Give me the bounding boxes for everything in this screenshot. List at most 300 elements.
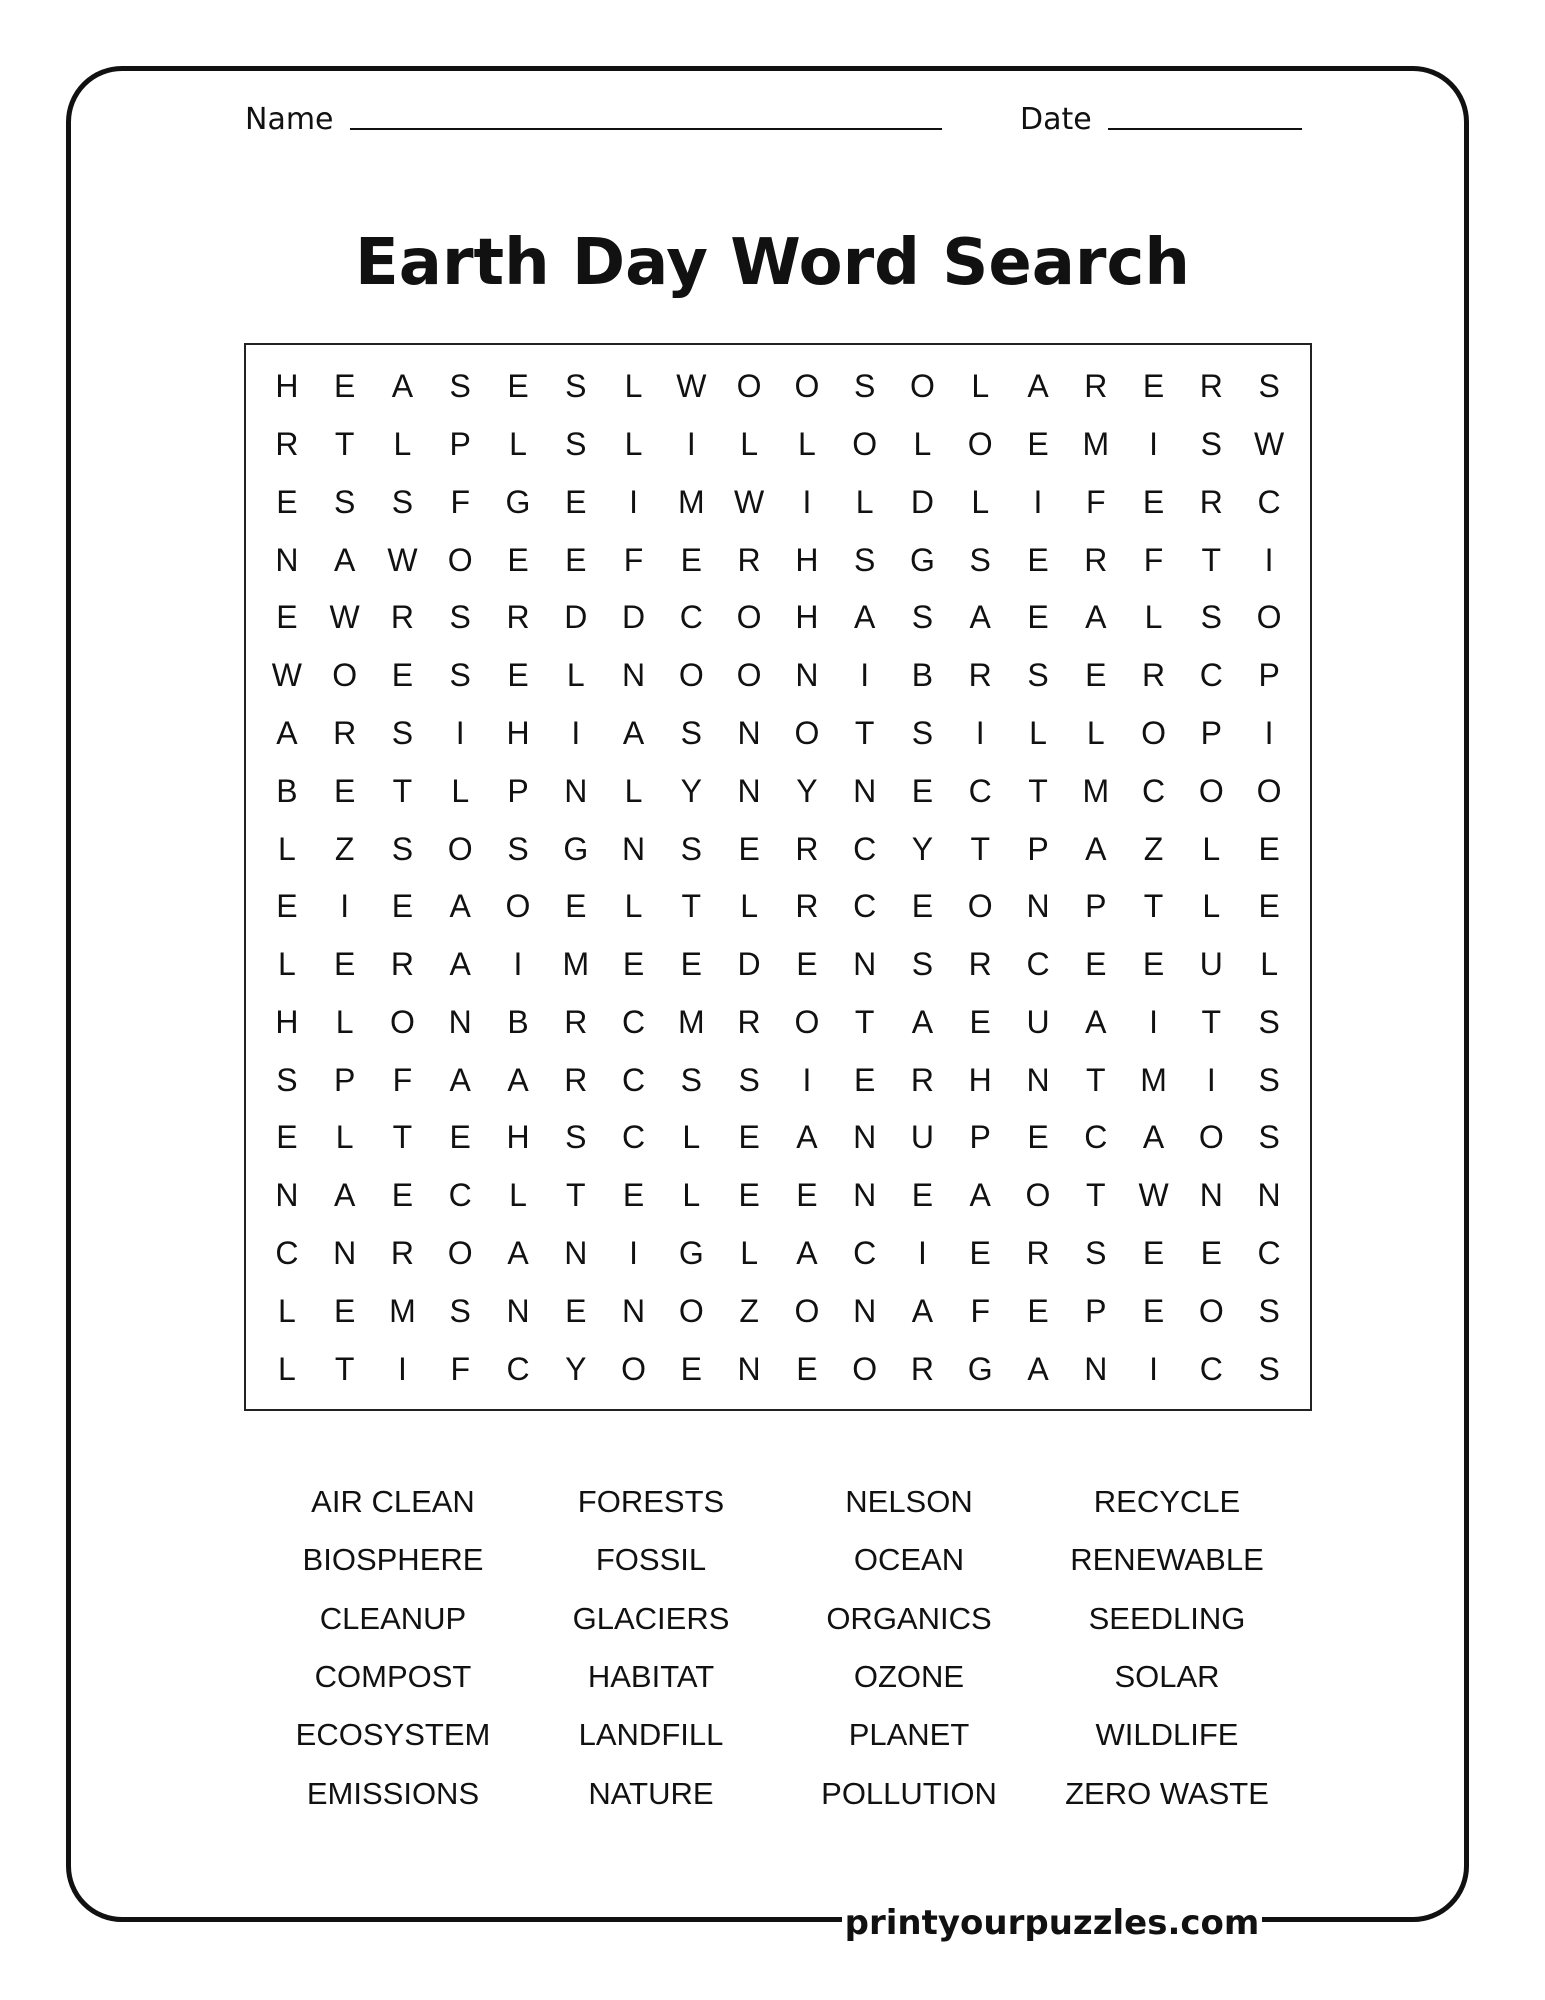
grid-letter[interactable]: O	[794, 368, 820, 405]
grid-letter[interactable]: L	[277, 946, 296, 983]
grid-letter[interactable]: R	[1084, 368, 1108, 405]
grid-letter[interactable]: I	[513, 946, 523, 983]
grid-letter[interactable]: C	[1026, 946, 1050, 983]
grid-letter[interactable]: O	[852, 1350, 878, 1387]
grid-letter[interactable]: O	[505, 888, 531, 925]
grid-letter[interactable]: E	[333, 946, 356, 983]
grid-letter[interactable]: A	[969, 599, 991, 636]
grid-letter[interactable]: I	[1264, 715, 1274, 752]
grid-letter[interactable]: L	[682, 1177, 701, 1214]
grid-letter[interactable]: I	[1206, 1061, 1216, 1098]
grid-letter[interactable]: L	[913, 426, 932, 463]
grid-letter[interactable]: R	[333, 715, 357, 752]
grid-letter[interactable]: O	[447, 830, 473, 867]
grid-letter[interactable]: E	[565, 888, 587, 925]
grid-letter[interactable]: C	[1199, 1350, 1223, 1387]
grid-letter[interactable]: E	[565, 541, 587, 578]
grid-letter[interactable]: D	[737, 946, 761, 983]
grid-letter[interactable]: N	[737, 1350, 761, 1387]
grid-letter[interactable]: O	[794, 715, 820, 752]
grid-letter[interactable]: T	[392, 1119, 413, 1156]
date-field-line[interactable]	[1108, 128, 1302, 130]
grid-letter[interactable]: P	[1027, 830, 1049, 867]
grid-letter[interactable]: A	[853, 599, 876, 636]
grid-letter[interactable]: T	[392, 772, 413, 809]
grid-letter[interactable]: S	[853, 368, 876, 405]
grid-letter[interactable]: R	[795, 888, 819, 925]
grid-letter[interactable]: I	[455, 715, 465, 752]
grid-letter[interactable]: T	[1201, 1003, 1222, 1040]
grid-letter[interactable]: E	[1027, 1119, 1049, 1156]
name-field-line[interactable]	[350, 128, 942, 130]
grid-letter[interactable]: O	[1256, 599, 1282, 636]
grid-letter[interactable]: S	[565, 368, 587, 405]
grid-letter[interactable]: R	[564, 1003, 588, 1040]
grid-letter[interactable]: I	[397, 1350, 407, 1387]
grid-letter[interactable]: E	[738, 1177, 760, 1214]
grid-letter[interactable]: N	[1026, 888, 1050, 925]
grid-letter[interactable]: R	[275, 426, 299, 463]
grid-letter[interactable]: O	[447, 1235, 473, 1272]
grid-letter[interactable]: S	[738, 1061, 760, 1098]
grid-letter[interactable]: E	[565, 483, 587, 520]
grid-letter[interactable]: E	[507, 657, 529, 694]
grid-letter[interactable]: W	[329, 599, 360, 636]
grid-letter[interactable]: E	[969, 1235, 991, 1272]
grid-letter[interactable]: D	[621, 599, 646, 636]
grid-letter[interactable]: M	[389, 1292, 416, 1329]
grid-letter[interactable]: E	[1085, 946, 1107, 983]
grid-letter[interactable]: N	[275, 1177, 299, 1214]
grid-letter[interactable]: S	[1258, 1350, 1280, 1387]
grid-letter[interactable]: I	[802, 1061, 812, 1098]
grid-letter[interactable]: C	[621, 1003, 646, 1040]
grid-letter[interactable]: S	[391, 715, 414, 752]
grid-letter[interactable]: S	[449, 368, 471, 405]
grid-letter[interactable]: E	[391, 1177, 414, 1214]
grid-letter[interactable]: N	[853, 1292, 877, 1329]
grid-letter[interactable]: R	[506, 599, 530, 636]
grid-letter[interactable]: A	[622, 715, 645, 752]
grid-letter[interactable]: E	[1027, 1292, 1049, 1329]
grid-letter[interactable]: S	[1085, 1235, 1107, 1272]
grid-letter[interactable]: O	[389, 1003, 415, 1040]
grid-letter[interactable]: E	[969, 1003, 991, 1040]
grid-letter[interactable]: S	[969, 541, 991, 578]
grid-letter[interactable]: I	[1033, 483, 1043, 520]
grid-letter[interactable]: A	[911, 1003, 934, 1040]
grid-letter[interactable]: O	[736, 599, 762, 636]
grid-letter[interactable]: N	[1199, 1177, 1223, 1214]
grid-letter[interactable]: S	[1027, 657, 1049, 694]
grid-letter[interactable]: L	[971, 368, 990, 405]
grid-letter[interactable]: E	[1142, 483, 1165, 520]
grid-letter[interactable]: A	[1142, 1119, 1165, 1156]
grid-letter[interactable]: A	[796, 1119, 818, 1156]
grid-letter[interactable]: T	[1085, 1061, 1106, 1098]
grid-letter[interactable]: S	[1258, 1061, 1280, 1098]
grid-letter[interactable]: A	[1085, 1003, 1107, 1040]
grid-letter[interactable]: E	[276, 888, 298, 925]
grid-letter[interactable]: E	[680, 1350, 702, 1387]
grid-letter[interactable]: C	[1199, 657, 1223, 694]
grid-letter[interactable]: P	[1085, 1292, 1107, 1329]
grid-letter[interactable]: L	[1202, 888, 1221, 925]
grid-letter[interactable]: H	[506, 715, 530, 752]
grid-letter[interactable]: W	[676, 368, 707, 405]
grid-letter[interactable]: E	[738, 1119, 760, 1156]
grid-letter[interactable]: F	[392, 1061, 413, 1098]
grid-letter[interactable]: T	[565, 1177, 586, 1214]
grid-letter[interactable]: L	[624, 888, 643, 925]
grid-letter[interactable]: E	[565, 1292, 587, 1329]
grid-letter[interactable]: N	[621, 830, 646, 867]
grid-letter[interactable]: G	[967, 1350, 993, 1387]
grid-letter[interactable]: L	[566, 657, 585, 694]
grid-letter[interactable]: E	[911, 888, 934, 925]
grid-letter[interactable]: E	[1085, 657, 1107, 694]
grid-letter[interactable]: A	[449, 1061, 471, 1098]
grid-letter[interactable]: R	[564, 1061, 588, 1098]
grid-letter[interactable]: S	[276, 1061, 298, 1098]
grid-letter[interactable]: U	[1199, 946, 1223, 983]
grid-letter[interactable]: N	[853, 1177, 877, 1214]
grid-letter[interactable]: I	[340, 888, 350, 925]
grid-letter[interactable]: C	[275, 1235, 299, 1272]
grid-letter[interactable]: E	[1027, 426, 1049, 463]
grid-letter[interactable]: S	[1258, 368, 1280, 405]
grid-letter[interactable]: A	[391, 368, 414, 405]
grid-letter[interactable]: L	[624, 426, 643, 463]
grid-letter[interactable]: L	[335, 1003, 354, 1040]
grid-letter[interactable]: S	[1258, 1119, 1280, 1156]
grid-letter[interactable]: E	[391, 888, 414, 925]
grid-letter[interactable]: R	[968, 657, 992, 694]
grid-letter[interactable]: Y	[565, 1350, 587, 1387]
grid-letter[interactable]: A	[333, 1177, 356, 1214]
grid-letter[interactable]: T	[854, 1003, 875, 1040]
grid-letter[interactable]: N	[564, 1235, 588, 1272]
grid-letter[interactable]: C	[1257, 1235, 1281, 1272]
grid-letter[interactable]: N	[275, 541, 299, 578]
grid-letter[interactable]: O	[967, 426, 993, 463]
grid-letter[interactable]: E	[622, 946, 645, 983]
grid-letter[interactable]: G	[909, 541, 935, 578]
grid-letter[interactable]: M	[678, 1003, 705, 1040]
grid-letter[interactable]: O	[794, 1292, 820, 1329]
grid-letter[interactable]: S	[911, 599, 934, 636]
grid-letter[interactable]: S	[1258, 1292, 1280, 1329]
grid-letter[interactable]: O	[1025, 1177, 1051, 1214]
grid-letter[interactable]: L	[1029, 715, 1047, 752]
grid-letter[interactable]: E	[796, 1177, 818, 1214]
grid-letter[interactable]: A	[449, 946, 471, 983]
grid-letter[interactable]: S	[507, 830, 529, 867]
grid-letter[interactable]: P	[1200, 715, 1222, 752]
grid-letter[interactable]: L	[740, 426, 758, 463]
grid-letter[interactable]: E	[1142, 1292, 1165, 1329]
grid-letter[interactable]: U	[1026, 1003, 1050, 1040]
grid-letter[interactable]: S	[680, 1061, 702, 1098]
grid-letter[interactable]: H	[275, 1003, 299, 1040]
grid-letter[interactable]: E	[276, 1119, 298, 1156]
grid-letter[interactable]: P	[1085, 888, 1107, 925]
grid-letter[interactable]: C	[1257, 483, 1281, 520]
grid-letter[interactable]: T	[334, 426, 355, 463]
grid-letter[interactable]: E	[911, 772, 934, 809]
grid-letter[interactable]: E	[507, 541, 529, 578]
grid-letter[interactable]: F	[450, 483, 470, 520]
grid-letter[interactable]: L	[971, 483, 990, 520]
grid-letter[interactable]: W	[271, 657, 302, 694]
grid-letter[interactable]: I	[629, 483, 638, 520]
grid-letter[interactable]: P	[333, 1061, 356, 1098]
grid-letter[interactable]: L	[509, 426, 527, 463]
grid-letter[interactable]: S	[565, 426, 587, 463]
grid-letter[interactable]: L	[277, 830, 296, 867]
grid-letter[interactable]: G	[505, 483, 531, 520]
grid-letter[interactable]: E	[622, 1177, 645, 1214]
grid-letter[interactable]: F	[623, 541, 644, 578]
grid-letter[interactable]: E	[333, 368, 356, 405]
grid-letter[interactable]: Z	[1143, 830, 1164, 867]
grid-letter[interactable]: E	[738, 830, 760, 867]
grid-letter[interactable]: O	[967, 888, 993, 925]
grid-letter[interactable]: B	[911, 657, 934, 694]
grid-letter[interactable]: U	[910, 1119, 934, 1156]
grid-letter[interactable]: P	[507, 772, 529, 809]
grid-letter[interactable]: E	[853, 1061, 876, 1098]
grid-letter[interactable]: N	[621, 1292, 646, 1329]
grid-letter[interactable]: A	[449, 888, 471, 925]
grid-letter[interactable]: S	[391, 830, 414, 867]
grid-letter[interactable]: A	[1085, 830, 1107, 867]
grid-letter[interactable]: O	[332, 657, 358, 694]
grid-letter[interactable]: T	[1085, 1177, 1106, 1214]
grid-letter[interactable]: Y	[796, 772, 818, 809]
grid-letter[interactable]: D	[910, 483, 934, 520]
grid-letter[interactable]: M	[1082, 772, 1110, 809]
grid-letter[interactable]: R	[390, 946, 414, 983]
grid-letter[interactable]: O	[909, 368, 935, 405]
grid-letter[interactable]: E	[449, 1119, 471, 1156]
grid-letter[interactable]: E	[911, 1177, 934, 1214]
grid-letter[interactable]: S	[391, 483, 414, 520]
grid-letter[interactable]: Z	[739, 1292, 759, 1329]
grid-letter[interactable]: O	[1198, 772, 1224, 809]
grid-letter[interactable]: S	[565, 1119, 587, 1156]
grid-letter[interactable]: R	[795, 830, 819, 867]
grid-letter[interactable]: Z	[334, 830, 355, 867]
grid-letter[interactable]: H	[275, 368, 299, 405]
grid-letter[interactable]: B	[276, 772, 298, 809]
grid-letter[interactable]: C	[621, 1061, 646, 1098]
grid-letter[interactable]: O	[1256, 772, 1282, 809]
grid-letter[interactable]: S	[449, 1292, 471, 1329]
grid-letter[interactable]: L	[393, 426, 412, 463]
grid-letter[interactable]: N	[448, 1003, 472, 1040]
grid-letter[interactable]: N	[737, 715, 761, 752]
grid-letter[interactable]: O	[1141, 715, 1166, 752]
grid-letter[interactable]: L	[740, 888, 758, 925]
grid-letter[interactable]: O	[736, 657, 762, 694]
grid-letter[interactable]: A	[276, 715, 298, 752]
grid-letter[interactable]: C	[621, 1119, 646, 1156]
grid-letter[interactable]: W	[734, 483, 765, 520]
grid-letter[interactable]: A	[333, 541, 356, 578]
grid-letter[interactable]: T	[1201, 541, 1222, 578]
grid-letter[interactable]: L	[277, 1350, 296, 1387]
grid-letter[interactable]: E	[507, 368, 529, 405]
grid-letter[interactable]: T	[334, 1350, 355, 1387]
grid-letter[interactable]: I	[917, 1235, 927, 1272]
grid-letter[interactable]: L	[509, 1177, 527, 1214]
grid-letter[interactable]: C	[968, 772, 992, 809]
grid-letter[interactable]: O	[1198, 1292, 1224, 1329]
grid-letter[interactable]: T	[681, 888, 702, 925]
grid-letter[interactable]: E	[796, 946, 818, 983]
grid-letter[interactable]: N	[333, 1235, 357, 1272]
grid-letter[interactable]: M	[1082, 426, 1110, 463]
grid-letter[interactable]: A	[911, 1292, 934, 1329]
grid-letter[interactable]: N	[1026, 1061, 1050, 1098]
grid-letter[interactable]: E	[1258, 888, 1280, 925]
grid-letter[interactable]: L	[1260, 946, 1278, 983]
grid-letter[interactable]: R	[737, 1003, 761, 1040]
grid-letter[interactable]: Y	[911, 830, 934, 867]
grid-letter[interactable]: A	[969, 1177, 991, 1214]
grid-letter[interactable]: C	[1141, 772, 1166, 809]
grid-letter[interactable]: T	[1028, 772, 1048, 809]
grid-letter[interactable]: L	[1144, 599, 1163, 636]
grid-letter[interactable]: L	[797, 426, 816, 463]
grid-letter[interactable]: E	[1142, 946, 1165, 983]
grid-letter[interactable]: N	[795, 657, 819, 694]
grid-letter[interactable]: I	[1149, 1350, 1158, 1387]
grid-letter[interactable]: L	[277, 1292, 296, 1329]
grid-letter[interactable]: G	[678, 1235, 704, 1272]
grid-letter[interactable]: S	[911, 946, 934, 983]
grid-letter[interactable]: S	[680, 715, 702, 752]
grid-letter[interactable]: E	[1142, 368, 1165, 405]
grid-letter[interactable]: I	[860, 657, 870, 694]
grid-letter[interactable]: A	[1027, 1350, 1049, 1387]
grid-letter[interactable]: I	[802, 483, 812, 520]
grid-letter[interactable]: S	[449, 657, 471, 694]
grid-letter[interactable]: E	[1200, 1235, 1222, 1272]
grid-letter[interactable]: S	[333, 483, 356, 520]
grid-letter[interactable]: M	[562, 946, 590, 983]
grid-letter[interactable]: O	[794, 1003, 820, 1040]
grid-letter[interactable]: L	[624, 368, 643, 405]
grid-letter[interactable]: H	[506, 1119, 530, 1156]
grid-letter[interactable]: R	[1141, 657, 1166, 694]
grid-letter[interactable]: O	[621, 1350, 646, 1387]
grid-letter[interactable]: N	[853, 1119, 877, 1156]
grid-letter[interactable]: F	[450, 1350, 470, 1387]
grid-letter[interactable]: O	[447, 541, 473, 578]
grid-letter[interactable]: R	[737, 541, 761, 578]
grid-letter[interactable]: W	[1138, 1177, 1169, 1214]
grid-letter[interactable]: F	[970, 1292, 990, 1329]
grid-letter[interactable]: O	[1198, 1119, 1224, 1156]
grid-letter[interactable]: E	[333, 1292, 356, 1329]
grid-letter[interactable]: O	[852, 426, 878, 463]
grid-letter[interactable]: N	[1084, 1350, 1108, 1387]
grid-letter[interactable]: Y	[680, 772, 702, 809]
grid-letter[interactable]: L	[335, 1119, 354, 1156]
grid-letter[interactable]: E	[680, 541, 702, 578]
grid-letter[interactable]: E	[796, 1350, 818, 1387]
grid-letter[interactable]: N	[737, 772, 761, 809]
grid-letter[interactable]: H	[795, 599, 819, 636]
grid-letter[interactable]: F	[1085, 483, 1106, 520]
grid-letter[interactable]: R	[910, 1061, 934, 1098]
grid-letter[interactable]: C	[448, 1177, 472, 1214]
grid-letter[interactable]: L	[740, 1235, 758, 1272]
grid-letter[interactable]: E	[1027, 599, 1049, 636]
grid-letter[interactable]: O	[678, 657, 704, 694]
grid-letter[interactable]: A	[796, 1235, 818, 1272]
grid-letter[interactable]: E	[1027, 541, 1049, 578]
grid-letter[interactable]: O	[678, 1292, 704, 1329]
grid-letter[interactable]: S	[1200, 426, 1222, 463]
grid-letter[interactable]: I	[975, 715, 985, 752]
grid-letter[interactable]: A	[1085, 599, 1107, 636]
grid-letter[interactable]: T	[1143, 888, 1164, 925]
grid-letter[interactable]: R	[390, 1235, 414, 1272]
grid-letter[interactable]: S	[911, 715, 934, 752]
grid-letter[interactable]: N	[1257, 1177, 1281, 1214]
grid-letter[interactable]: A	[507, 1235, 529, 1272]
grid-letter[interactable]: I	[571, 715, 581, 752]
grid-letter[interactable]: N	[853, 946, 877, 983]
grid-letter[interactable]: L	[1086, 715, 1105, 752]
grid-letter[interactable]: M	[1140, 1061, 1167, 1098]
grid-letter[interactable]: O	[736, 368, 762, 405]
grid-letter[interactable]: C	[679, 599, 703, 636]
grid-letter[interactable]: S	[853, 541, 876, 578]
grid-letter[interactable]: R	[1199, 368, 1223, 405]
grid-letter[interactable]: G	[563, 830, 589, 867]
grid-letter[interactable]: I	[1149, 1003, 1158, 1040]
grid-letter[interactable]: B	[507, 1003, 529, 1040]
grid-letter[interactable]: C	[853, 830, 877, 867]
grid-letter[interactable]: T	[854, 715, 875, 752]
grid-letter[interactable]: L	[624, 772, 643, 809]
grid-letter[interactable]: P	[1258, 657, 1280, 694]
grid-letter[interactable]: R	[1026, 1235, 1050, 1272]
grid-letter[interactable]: P	[969, 1119, 991, 1156]
grid-letter[interactable]: P	[449, 426, 471, 463]
grid-letter[interactable]: N	[506, 1292, 530, 1329]
grid-letter[interactable]: W	[387, 541, 418, 578]
grid-letter[interactable]: R	[1084, 541, 1108, 578]
grid-letter[interactable]: N	[621, 657, 646, 694]
grid-letter[interactable]: C	[853, 888, 877, 925]
grid-letter[interactable]: T	[970, 830, 990, 867]
grid-letter[interactable]: C	[853, 1235, 877, 1272]
grid-letter[interactable]: E	[391, 657, 414, 694]
grid-letter[interactable]: E	[276, 599, 298, 636]
grid-letter[interactable]: S	[1200, 599, 1222, 636]
grid-letter[interactable]: L	[682, 1119, 701, 1156]
grid-letter[interactable]: I	[629, 1235, 638, 1272]
grid-letter[interactable]: F	[1143, 541, 1164, 578]
grid-letter[interactable]: M	[678, 483, 705, 520]
grid-letter[interactable]: H	[968, 1061, 992, 1098]
grid-letter[interactable]: E	[1258, 830, 1280, 867]
